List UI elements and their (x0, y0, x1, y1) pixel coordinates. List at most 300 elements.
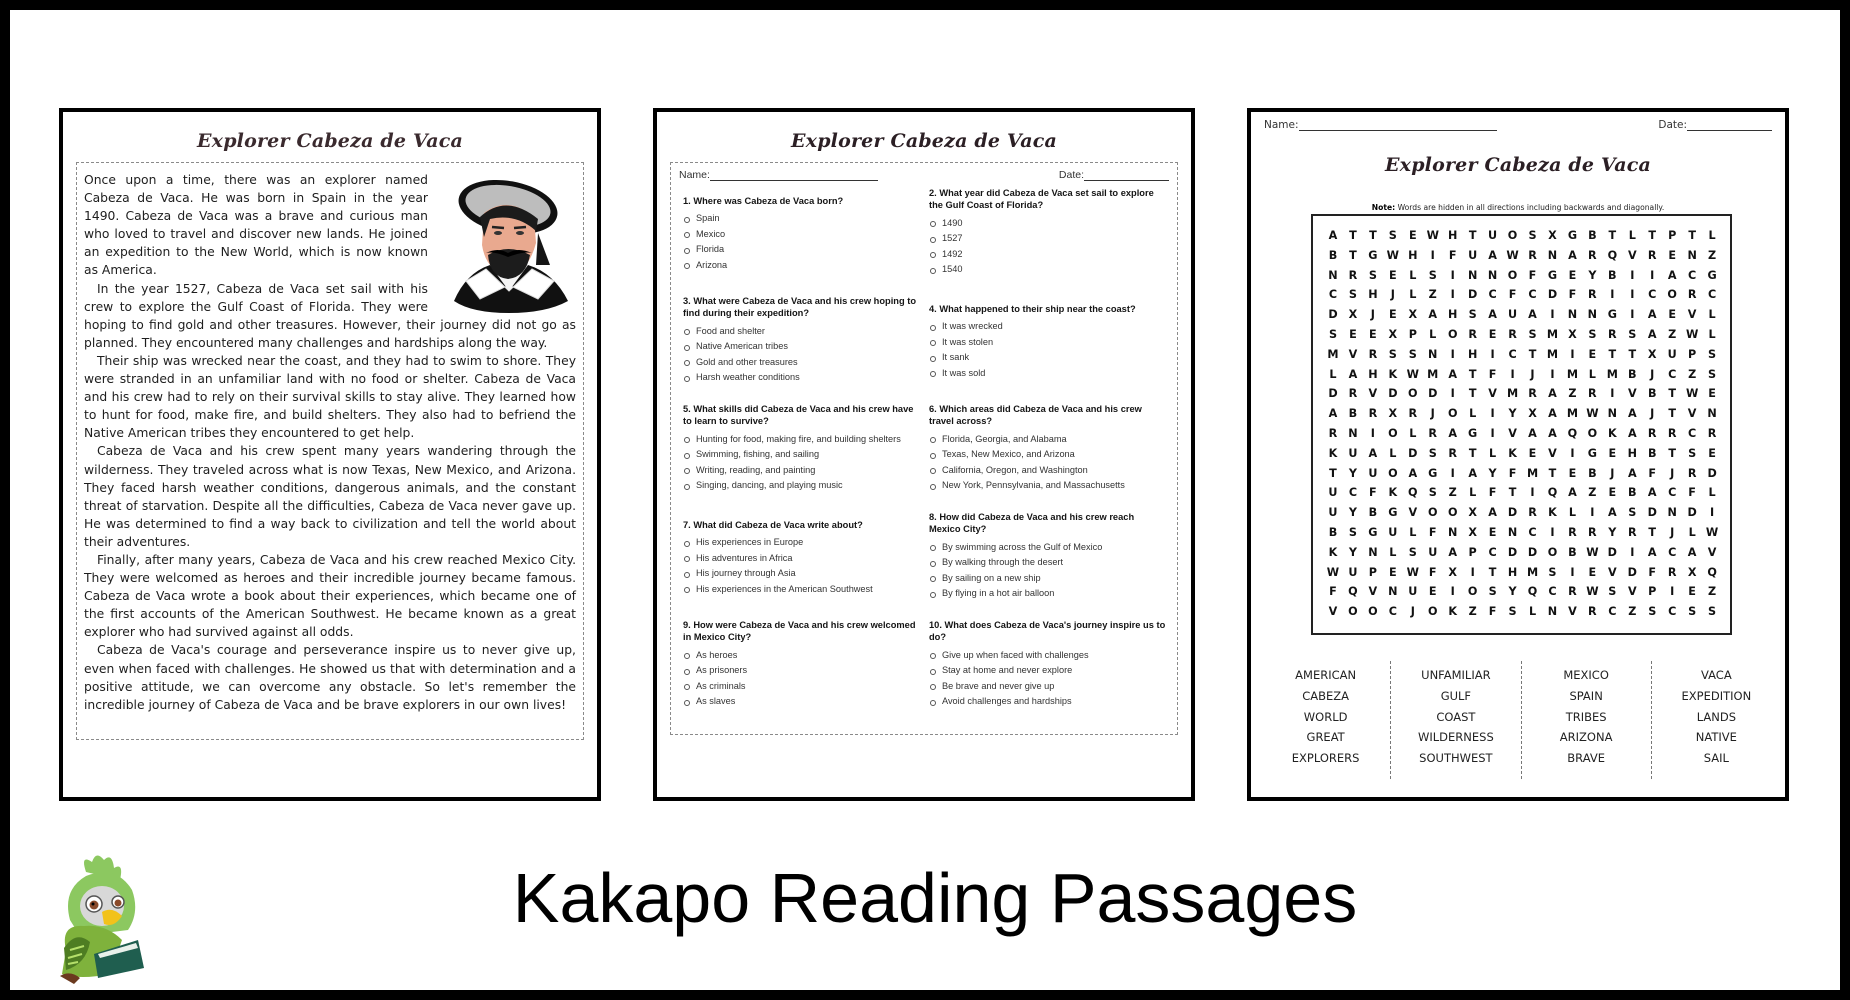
grid-letter[interactable]: G (1567, 229, 1577, 242)
grid-letter[interactable]: E (1488, 327, 1497, 341)
grid-letter[interactable]: T (1628, 347, 1637, 361)
grid-letter[interactable]: F (1508, 466, 1517, 480)
grid-letter[interactable]: B (1608, 268, 1617, 282)
grid-letter[interactable]: Z (1588, 486, 1597, 500)
grid-letter[interactable]: L (1708, 327, 1716, 341)
grid-letter[interactable]: Y (1348, 466, 1357, 480)
answer-option[interactable]: Texas, New Mexico, and Arizona (929, 447, 1167, 463)
grid-letter[interactable]: X (1408, 308, 1418, 322)
grid-letter[interactable]: T (1688, 229, 1696, 242)
grid-letter[interactable]: D (1428, 387, 1438, 401)
grid-letter[interactable]: R (1408, 407, 1418, 421)
grid-letter[interactable]: S (1428, 268, 1437, 282)
grid-letter[interactable]: R (1588, 248, 1597, 262)
grid-letter[interactable]: V (1607, 565, 1617, 579)
grid-letter[interactable]: K (1388, 486, 1398, 500)
grid-letter[interactable]: Q (1547, 486, 1558, 500)
grid-letter[interactable]: O (1667, 288, 1677, 302)
grid-letter[interactable]: A (1627, 466, 1637, 480)
grid-letter[interactable]: F (1568, 288, 1577, 302)
grid-letter[interactable]: N (1587, 308, 1598, 322)
grid-letter[interactable]: S (1548, 565, 1557, 579)
grid-letter[interactable]: G (1547, 268, 1558, 282)
grid-letter[interactable]: D (1388, 387, 1398, 401)
grid-letter[interactable]: V (1687, 308, 1697, 322)
grid-letter[interactable]: A (1328, 229, 1338, 242)
grid-letter[interactable]: S (1388, 347, 1397, 361)
grid-letter[interactable]: R (1707, 426, 1717, 440)
grid-letter[interactable]: D (1468, 288, 1478, 302)
grid-letter[interactable]: R (1647, 248, 1657, 262)
grid-letter[interactable]: H (1507, 565, 1518, 579)
answer-option[interactable]: As prisoners (683, 663, 921, 679)
grid-letter[interactable]: E (1568, 268, 1577, 282)
grid-letter[interactable]: Z (1668, 327, 1677, 341)
grid-letter[interactable]: N (1428, 347, 1438, 361)
grid-letter[interactable]: N (1348, 426, 1358, 440)
grid-letter[interactable]: Y (1348, 545, 1357, 559)
grid-letter[interactable]: N (1487, 268, 1498, 282)
grid-letter[interactable]: P (1408, 327, 1417, 341)
grid-letter[interactable]: R (1627, 525, 1637, 539)
grid-letter[interactable]: W (1685, 387, 1699, 401)
answer-option[interactable]: 1490 (929, 216, 1167, 232)
grid-letter[interactable]: Y (1348, 506, 1357, 520)
answer-option[interactable]: 1492 (929, 247, 1167, 263)
grid-letter[interactable]: T (1668, 407, 1676, 421)
grid-letter[interactable]: I (1630, 288, 1635, 302)
answer-option[interactable]: It was stolen (929, 335, 1167, 351)
grid-letter[interactable]: T (1608, 347, 1617, 361)
grid-letter[interactable]: S (1368, 268, 1377, 282)
grid-letter[interactable]: V (1627, 585, 1637, 599)
grid-letter[interactable]: T (1608, 229, 1617, 242)
grid-letter[interactable]: W (1586, 545, 1599, 559)
grid-letter[interactable]: X (1548, 229, 1557, 242)
grid-letter[interactable]: J (1650, 367, 1655, 381)
grid-letter[interactable]: V (1408, 506, 1418, 520)
grid-letter[interactable]: O (1447, 327, 1458, 341)
grid-letter[interactable]: X (1647, 347, 1657, 361)
grid-letter[interactable]: M (1327, 347, 1339, 361)
grid-letter[interactable]: I (1370, 426, 1375, 440)
grid-letter[interactable]: A (1607, 506, 1617, 520)
grid-letter[interactable]: G (1587, 446, 1597, 460)
answer-option[interactable]: Gold and other treasures (683, 355, 921, 371)
grid-letter[interactable]: D (1607, 545, 1617, 559)
grid-letter[interactable]: V (1687, 407, 1697, 421)
grid-letter[interactable]: N (1567, 308, 1578, 322)
grid-letter[interactable]: C (1608, 605, 1617, 619)
grid-letter[interactable]: R (1508, 327, 1517, 341)
grid-letter[interactable]: O (1368, 605, 1378, 619)
grid-letter[interactable]: U (1408, 585, 1418, 599)
grid-letter[interactable]: N (1547, 605, 1558, 619)
grid-letter[interactable]: M (1546, 327, 1559, 341)
grid-letter[interactable]: I (1450, 585, 1455, 599)
grid-letter[interactable]: U (1468, 248, 1478, 262)
grid-letter[interactable]: D (1507, 545, 1518, 559)
grid-letter[interactable]: C (1548, 585, 1557, 599)
grid-letter[interactable]: X (1468, 506, 1477, 520)
grid-letter[interactable]: V (1707, 545, 1717, 559)
grid-letter[interactable]: C (1648, 288, 1657, 302)
grid-letter[interactable]: E (1568, 466, 1577, 480)
grid-letter[interactable]: X (1528, 407, 1537, 421)
grid-letter[interactable]: T (1548, 466, 1557, 480)
grid-letter[interactable]: I (1710, 506, 1715, 520)
grid-letter[interactable]: I (1450, 387, 1455, 401)
grid-letter[interactable]: O (1348, 605, 1358, 619)
grid-letter[interactable]: A (1548, 426, 1557, 440)
answer-option[interactable]: Arizona (683, 258, 921, 274)
grid-letter[interactable]: R (1368, 407, 1378, 421)
grid-letter[interactable]: M (1546, 347, 1559, 361)
grid-letter[interactable]: I (1570, 446, 1575, 460)
grid-letter[interactable]: M (1506, 387, 1519, 401)
grid-letter[interactable]: R (1687, 466, 1697, 480)
grid-letter[interactable]: S (1408, 347, 1417, 361)
grid-letter[interactable]: U (1328, 486, 1338, 500)
grid-letter[interactable]: S (1348, 525, 1357, 539)
grid-letter[interactable]: E (1668, 248, 1676, 262)
grid-letter[interactable]: Q (1408, 486, 1418, 500)
grid-letter[interactable]: W (1506, 248, 1519, 262)
grid-letter[interactable]: C (1508, 347, 1517, 361)
grid-letter[interactable]: G (1607, 308, 1617, 322)
grid-letter[interactable]: I (1570, 347, 1575, 361)
grid-letter[interactable]: R (1687, 288, 1697, 302)
answer-option[interactable]: It was wrecked (929, 319, 1167, 335)
grid-letter[interactable]: D (1527, 545, 1538, 559)
grid-letter[interactable]: U (1368, 466, 1378, 480)
grid-letter[interactable]: Z (1708, 585, 1717, 599)
grid-letter[interactable]: H (1467, 347, 1478, 361)
grid-letter[interactable]: V (1627, 387, 1637, 401)
grid-letter[interactable]: I (1610, 288, 1615, 302)
grid-letter[interactable]: X (1687, 565, 1697, 579)
grid-letter[interactable]: R (1588, 288, 1597, 302)
grid-letter[interactable]: T (1329, 466, 1337, 480)
grid-letter[interactable]: N (1667, 506, 1677, 520)
grid-letter[interactable]: A (1548, 407, 1557, 421)
grid-letter[interactable]: U (1388, 525, 1398, 539)
grid-letter[interactable]: O (1467, 585, 1478, 599)
grid-letter[interactable]: A (1528, 426, 1537, 440)
grid-letter[interactable]: I (1550, 525, 1555, 539)
grid-letter[interactable]: X (1568, 327, 1577, 341)
grid-letter[interactable]: F (1688, 486, 1696, 500)
grid-letter[interactable]: I (1470, 565, 1475, 579)
date-field[interactable] (1059, 169, 1169, 185)
grid-letter[interactable]: G (1368, 525, 1378, 539)
grid-letter[interactable]: Z (1468, 605, 1477, 619)
grid-letter[interactable]: I (1430, 248, 1435, 262)
grid-letter[interactable]: V (1368, 387, 1378, 401)
answer-option[interactable]: Hunting for food, making fire, and building shelters (683, 432, 921, 448)
grid-letter[interactable]: B (1568, 545, 1577, 559)
grid-letter[interactable]: L (1588, 367, 1596, 381)
grid-letter[interactable]: D (1547, 288, 1558, 302)
grid-letter[interactable]: C (1668, 545, 1677, 559)
grid-letter[interactable]: P (1688, 347, 1697, 361)
answer-option[interactable]: Singing, dancing, and playing music (683, 478, 921, 494)
grid-letter[interactable]: V (1548, 446, 1557, 460)
grid-letter[interactable]: O (1447, 407, 1458, 421)
grid-letter[interactable]: A (1528, 308, 1537, 322)
grid-letter[interactable]: O (1507, 229, 1518, 242)
answer-option[interactable]: Food and shelter (683, 324, 921, 340)
grid-letter[interactable]: E (1488, 525, 1497, 539)
grid-letter[interactable]: S (1708, 367, 1717, 381)
grid-letter[interactable]: M (1566, 407, 1578, 421)
name-field[interactable] (1264, 119, 1497, 131)
grid-letter[interactable]: G (1468, 426, 1478, 440)
grid-letter[interactable]: E (1389, 565, 1397, 579)
grid-letter[interactable]: F (1648, 565, 1657, 579)
grid-letter[interactable]: T (1349, 229, 1357, 242)
grid-letter[interactable]: E (1389, 268, 1397, 282)
grid-letter[interactable]: P (1668, 229, 1677, 242)
grid-letter[interactable]: F (1369, 486, 1377, 500)
grid-letter[interactable]: T (1668, 446, 1676, 460)
grid-letter[interactable]: G (1428, 466, 1438, 480)
grid-letter[interactable]: E (1708, 446, 1716, 460)
grid-letter[interactable]: B (1588, 466, 1597, 480)
grid-letter[interactable]: L (1409, 288, 1417, 302)
grid-letter[interactable]: H (1408, 248, 1418, 262)
grid-letter[interactable]: C (1668, 367, 1677, 381)
answer-option[interactable]: Native American tribes (683, 339, 921, 355)
grid-letter[interactable]: S (1528, 229, 1537, 242)
grid-letter[interactable]: Y (1588, 268, 1597, 282)
grid-letter[interactable]: I (1590, 506, 1595, 520)
grid-letter[interactable]: A (1348, 367, 1358, 381)
grid-letter[interactable]: O (1507, 268, 1518, 282)
grid-letter[interactable]: T (1468, 367, 1477, 381)
grid-letter[interactable]: D (1408, 446, 1418, 460)
grid-letter[interactable]: Z (1628, 605, 1637, 619)
grid-letter[interactable]: R (1588, 605, 1597, 619)
grid-letter[interactable]: W (1705, 525, 1719, 539)
grid-letter[interactable]: I (1670, 585, 1675, 599)
grid-letter[interactable]: L (1409, 525, 1417, 539)
grid-letter[interactable]: T (1488, 565, 1497, 579)
grid-letter[interactable]: A (1448, 545, 1458, 559)
grid-letter[interactable]: N (1448, 525, 1458, 539)
grid-letter[interactable]: S (1428, 486, 1437, 500)
name-field[interactable] (679, 169, 878, 185)
grid-letter[interactable]: R (1588, 387, 1597, 401)
grid-letter[interactable]: W (1586, 407, 1599, 421)
grid-letter[interactable]: M (1427, 367, 1439, 381)
grid-letter[interactable]: I (1510, 367, 1515, 381)
grid-letter[interactable]: D (1707, 466, 1717, 480)
grid-letter[interactable]: E (1708, 387, 1716, 401)
grid-letter[interactable]: C (1488, 288, 1497, 302)
grid-letter[interactable]: I (1490, 347, 1495, 361)
grid-letter[interactable]: L (1489, 446, 1497, 460)
grid-letter[interactable]: I (1450, 347, 1455, 361)
grid-letter[interactable]: K (1548, 506, 1557, 520)
grid-letter[interactable]: Q (1707, 565, 1717, 579)
grid-letter[interactable]: C (1328, 288, 1338, 302)
grid-letter[interactable]: N (1467, 268, 1478, 282)
answer-option[interactable]: California, Oregon, and Washington (929, 463, 1167, 479)
grid-letter[interactable]: B (1328, 248, 1338, 262)
grid-letter[interactable]: A (1368, 446, 1378, 460)
answer-option[interactable]: It was sold (929, 366, 1167, 382)
grid-letter[interactable]: L (1389, 446, 1397, 460)
grid-letter[interactable]: S (1588, 327, 1597, 341)
answer-option[interactable]: 1540 (929, 262, 1167, 278)
grid-letter[interactable]: T (1468, 446, 1477, 460)
grid-letter[interactable]: F (1488, 605, 1497, 619)
grid-letter[interactable]: O (1427, 605, 1438, 619)
grid-letter[interactable]: S (1428, 446, 1437, 460)
grid-letter[interactable]: N (1368, 545, 1378, 559)
grid-letter[interactable]: J (1430, 407, 1435, 421)
grid-letter[interactable]: M (1526, 466, 1539, 480)
grid-letter[interactable]: E (1608, 446, 1617, 460)
answer-option[interactable]: By walking through the desert (929, 555, 1167, 571)
grid-letter[interactable]: K (1607, 426, 1617, 440)
grid-letter[interactable]: A (1488, 248, 1497, 262)
grid-letter[interactable]: F (1428, 525, 1437, 539)
grid-letter[interactable]: N (1507, 525, 1518, 539)
grid-letter[interactable]: L (1469, 486, 1477, 500)
grid-letter[interactable]: T (1648, 229, 1657, 242)
grid-letter[interactable]: F (1488, 367, 1497, 381)
answer-option[interactable]: New York, Pennsylvania, and Massachusetts (929, 478, 1167, 494)
grid-letter[interactable]: L (1688, 525, 1696, 539)
grid-letter[interactable]: L (1409, 268, 1417, 282)
grid-letter[interactable]: V (1627, 248, 1637, 262)
answer-option[interactable]: By flying in a hot air balloon (929, 586, 1167, 602)
grid-letter[interactable]: J (1670, 525, 1675, 539)
grid-letter[interactable]: R (1608, 327, 1617, 341)
grid-letter[interactable]: L (1708, 308, 1716, 322)
grid-letter[interactable]: C (1388, 605, 1397, 619)
answer-option[interactable]: Florida (683, 242, 921, 258)
grid-letter[interactable]: F (1488, 486, 1497, 500)
grid-letter[interactable]: O (1547, 545, 1558, 559)
grid-letter[interactable]: A (1647, 545, 1657, 559)
grid-letter[interactable]: R (1348, 387, 1358, 401)
grid-letter[interactable]: B (1368, 506, 1378, 520)
grid-letter[interactable]: S (1468, 308, 1477, 322)
grid-letter[interactable]: J (1370, 308, 1375, 322)
grid-letter[interactable]: R (1528, 387, 1537, 401)
grid-letter[interactable]: C (1348, 486, 1358, 500)
grid-letter[interactable]: E (1428, 585, 1437, 599)
grid-letter[interactable]: C (1488, 545, 1497, 559)
grid-letter[interactable]: S (1488, 585, 1497, 599)
grid-letter[interactable]: I (1630, 545, 1635, 559)
grid-letter[interactable]: U (1348, 565, 1358, 579)
grid-letter[interactable]: J (1390, 288, 1395, 302)
grid-letter[interactable]: U (1667, 347, 1677, 361)
grid-letter[interactable]: L (1708, 486, 1716, 500)
grid-letter[interactable]: S (1388, 229, 1397, 242)
grid-letter[interactable]: W (1406, 565, 1419, 579)
grid-letter[interactable]: S (1328, 327, 1337, 341)
grid-letter[interactable]: L (1429, 327, 1437, 341)
grid-letter[interactable]: A (1548, 387, 1557, 401)
grid-letter[interactable]: H (1368, 367, 1378, 381)
grid-letter[interactable]: V (1568, 605, 1577, 619)
grid-letter[interactable]: A (1647, 486, 1657, 500)
grid-letter[interactable]: F (1448, 248, 1457, 262)
grid-letter[interactable]: F (1428, 565, 1437, 579)
grid-letter[interactable]: W (1386, 248, 1399, 262)
grid-letter[interactable]: X (1348, 308, 1358, 322)
grid-letter[interactable]: C (1707, 288, 1717, 302)
grid-letter[interactable]: A (1647, 308, 1657, 322)
grid-letter[interactable]: S (1708, 347, 1717, 361)
answer-option[interactable]: Swimming, fishing, and sailing (683, 447, 921, 463)
grid-letter[interactable]: R (1328, 426, 1338, 440)
grid-letter[interactable]: N (1687, 248, 1697, 262)
answer-option[interactable]: As slaves (683, 694, 921, 710)
grid-letter[interactable]: I (1570, 565, 1575, 579)
grid-letter[interactable]: T (1508, 486, 1517, 500)
grid-letter[interactable]: R (1667, 565, 1677, 579)
grid-letter[interactable]: D (1627, 565, 1637, 579)
answer-option[interactable]: Florida, Georgia, and Alabama (929, 432, 1167, 448)
grid-letter[interactable]: R (1528, 248, 1537, 262)
grid-letter[interactable]: R (1647, 426, 1657, 440)
grid-letter[interactable]: K (1448, 605, 1458, 619)
grid-letter[interactable]: I (1630, 308, 1635, 322)
grid-letter[interactable]: R (1368, 347, 1378, 361)
grid-letter[interactable]: L (1528, 605, 1537, 619)
answer-option[interactable]: His experiences in the American Southwest (683, 582, 921, 598)
grid-letter[interactable]: W (1586, 585, 1599, 599)
grid-letter[interactable]: E (1349, 327, 1357, 341)
grid-letter[interactable]: G (1388, 506, 1398, 520)
grid-letter[interactable]: P (1648, 585, 1657, 599)
grid-letter[interactable]: O (1388, 426, 1398, 440)
grid-letter[interactable]: A (1488, 506, 1497, 520)
grid-letter[interactable]: X (1468, 525, 1477, 539)
grid-letter[interactable]: O (1427, 506, 1438, 520)
grid-letter[interactable]: E (1389, 308, 1397, 322)
grid-letter[interactable]: I (1450, 268, 1455, 282)
grid-letter[interactable]: F (1528, 268, 1537, 282)
grid-letter[interactable]: F (1648, 466, 1657, 480)
grid-letter[interactable]: E (1588, 565, 1597, 579)
grid-letter[interactable]: L (1389, 545, 1397, 559)
answer-option[interactable]: His journey through Asia (683, 566, 921, 582)
grid-letter[interactable]: A (1428, 308, 1438, 322)
grid-letter[interactable]: I (1490, 426, 1495, 440)
grid-letter[interactable]: S (1528, 327, 1537, 341)
grid-letter[interactable]: N (1328, 268, 1338, 282)
grid-letter[interactable]: E (1668, 308, 1676, 322)
grid-letter[interactable]: M (1606, 367, 1618, 381)
grid-letter[interactable]: L (1469, 407, 1477, 421)
grid-letter[interactable]: K (1328, 545, 1338, 559)
grid-letter[interactable]: R (1528, 506, 1537, 520)
grid-letter[interactable]: D (1328, 387, 1338, 401)
grid-letter[interactable]: S (1628, 327, 1637, 341)
grid-letter[interactable]: E (1408, 229, 1417, 242)
grid-letter[interactable]: C (1688, 426, 1697, 440)
grid-letter[interactable]: A (1328, 407, 1338, 421)
grid-letter[interactable]: K (1328, 446, 1338, 460)
grid-letter[interactable]: J (1530, 367, 1535, 381)
